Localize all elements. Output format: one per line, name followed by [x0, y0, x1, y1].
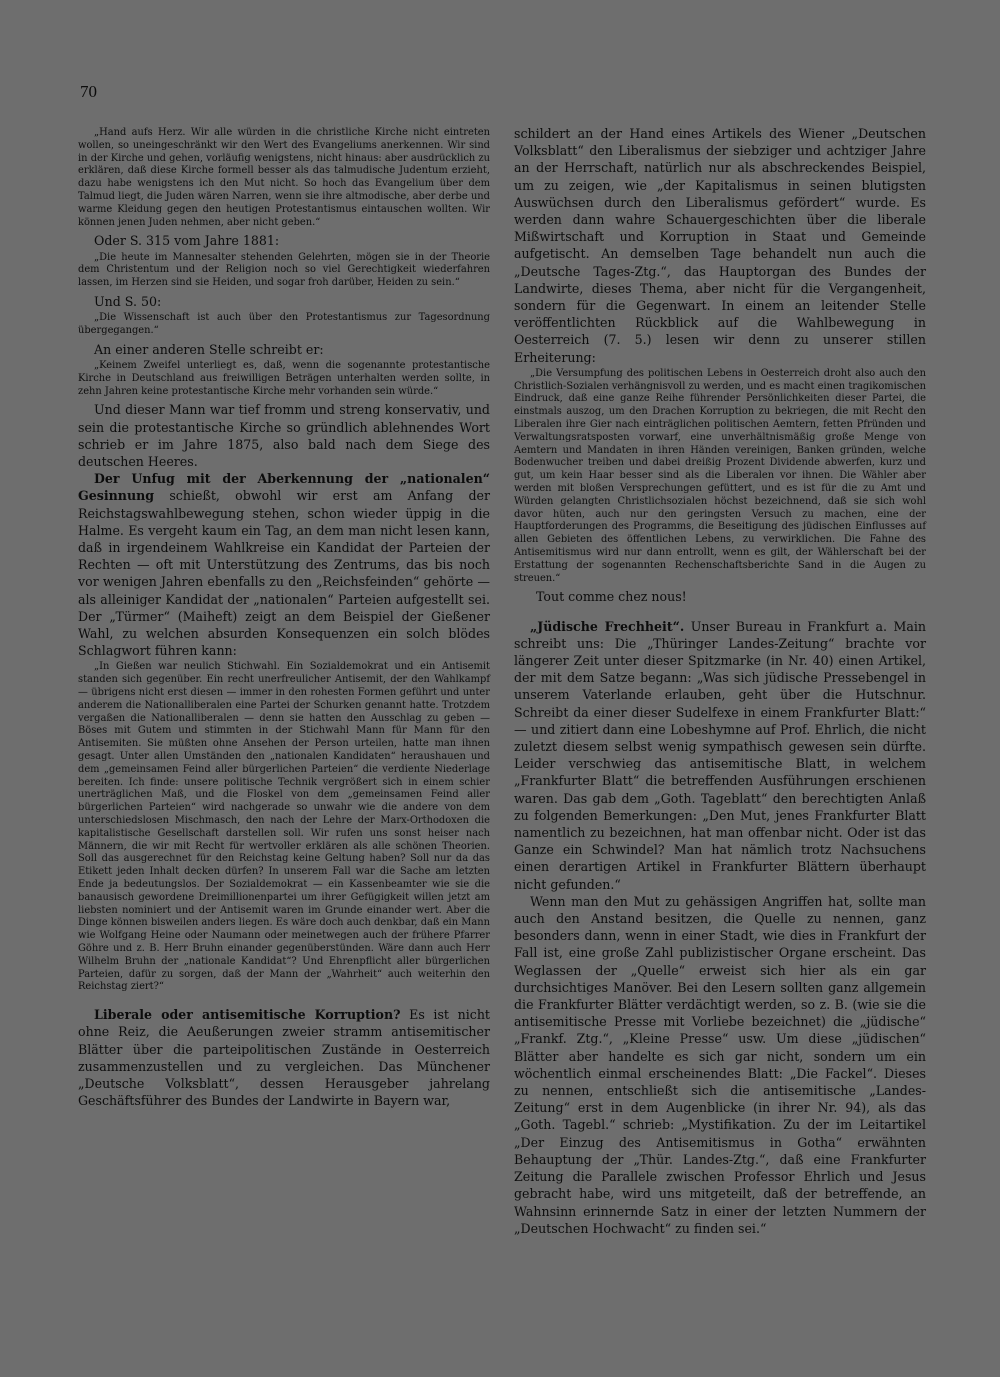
- section-paragraph: [78, 1006, 490, 1109]
- block-quote: „Die Versumpfung des politischen Lebens in Oesterreich droht also auch den Christlich-Sozialen verhängnisvoll zu werden, und es macht einen tragikomischen Eindruck, daß eine ganze Reihe führender Persönlichkeiten dieser Partei, die einstmals auszog, um den Drachen Korruption zu bekriegen, die mit Recht den Liberalen ihre Gier nach einträglichen politischen Aemtern, fetten Pfründen und Verwaltungsratsposten vorwarf, eine unverhältnismäßig große Menge von Aemtern und Mandaten in ihren Händen vereinigen, Banken gründen, welche Bodenwucher treiben und dabei dreißig Prozent Dividende abwerfen, kurz und gut, um kein Haar besser sind als die Liberalen vor ihnen. Die Wähler aber werden mit bloßen Versprechungen gefüttert, und es ist für die zu Amt und Würden gelangten Christlichsozialen höchst bezeichnend, daß sie sich wohl davor hüten, auch nur den geringsten Versuch zu machen, eine der Hauptforderungen des Programms, die Beseitigung des jüdischen Einflusses auf allen Gebieten des öffentlichen Lebens, zu verwirklichen. Die Fahne des Antisemitismus wird nur dann entrollt, wenn es gilt, der Wählerschaft bei der Erstattung der sogenannten Rechenschaftsberichte Sand in die Augen zu streuen.“: [514, 367, 926, 584]
- body-text: Oder S. 315 vom Jahre 1881:: [94, 233, 280, 249]
- body-paragraph: Und dieser Mann war tief fromm und streng konservativ, und sein die protestantische Kirche so gründlich ablehnendes Wort schrieb er im Jahre 1875, also bald nach dem Siege des deutschen Heeres.: [78, 402, 490, 469]
- body-text: Und S. 50:: [94, 293, 162, 309]
- section-paragraph: [514, 618, 926, 893]
- block-quote: „Keinem Zweifel unterliegt es, daß, wenn die sogenannte protestantische Kirche in Deutschland aus freiwilligen Beträgen unterhalten werden sollte, in zehn Jahren keine protestantische Kirche mehr vorhanden sein würde.“: [78, 359, 490, 397]
- block-quote: „Hand aufs Herz. Wir alle würden in die christliche Kirche nicht eintreten wollen, so uneingeschränkt wir den Wert des Evangeliums anerkennen. Wir sind in der Kirche und gehen, vorläufig wenigstens, nicht hinaus: aber ausdrücklich zu erklären, daß diese Kirche formell besser als das talmudische Judentum erzieht, dazu habe wenigstens ich den Mut nicht. So hoch das Evangelium über dem Talmud liegt, die Juden wären Narren, wenn sie ihre altmodische, aber derbe und warme Kleidung gegen den heutigen Protestantismus eintauschen wollten. Wir können jenen Juden nehmen, aber nicht geben.“: [78, 127, 490, 228]
- section-heading: Liberale oder antisemitische Korruption?: [94, 1007, 401, 1023]
- block-quote: „Die heute im Mannesalter stehenden Gelehrten, mögen sie in der Theorie dem Christentum und der Religion noch so viel Gerechtigkeit wiederfahren lassen, im Herzen sind sie Heiden, und sogar froh darüber, Heiden zu sein.“: [78, 251, 490, 289]
- body-paragraph: Wenn man den Mut zu gehässigen Angriffen hat, sollte man auch den Anstand besitzen, die Quelle zu nennen, ganz besonders dann, wenn in einer Stadt, wie dies in Frankfurt der Fall ist, eine große Zahl publizistischer Organe erscheint. Das Weglassen der „Quelle“ erweist sich hier als ein gar durchsichtiges Manöver. Bei den Lesern sollten ganz allgemein die Frankfurter Blätter verdächtigt werden, so z. B. (wie sie die antisemitische Presse mit Vorliebe bezeichnet) die „jüdische“ „Frankf. Ztg.“, „Kleine Presse“ usw. Um diese „jüdischen“ Blätter aber handelte es sich gar nicht, sondern um ein wöchentlich einmal erscheinendes Blatt: „Die Fackel“. Dieses zu nennen, entschließt sich die antisemitische „Landes-Zeitung“ erst in dem Augenblicke (in ihrer Nr. 94), als das „Goth. Tagebl.“ schrieb: „Mystifikation. Zu der im Leitartikel „Der Einzug des Antisemitismus in Gotha“ erwähnten Behauptung der „Thür. Landes-Ztg.“, daß eine Frankfurter Zeitung die Parallele zwischen Professor Ehrlich und Jesus gebracht habe, wird uns mitgeteilt, daß der betreffende, an Wahnsinn erinnernde Satz in einer der letzten Nummern der „Deutschen Hochwacht“ zu finden sei.“: [514, 893, 926, 1236]
- right-column: [514, 125, 926, 1237]
- block-quote: „Die Wissenschaft ist auch über den Protestantismus zur Tagesordnung übergegangen.“: [78, 312, 490, 336]
- block-quote: „In Gießen war neulich Stichwahl. Ein Sozialdemokrat und ein Antisemit standen sich gegenüber. Ein recht unerfreulicher Antisemit, der den Wahlkampf — übrigens nicht erst diesen — immer in den rohesten Formen geführt und unter anderem die Nationalliberalen eine Partei der Schurken genannt hatte. Trotzdem vergaßen die Nationalliberalen — denn sie hatten den Ausschlag zu geben — Böses mit Gutem und stimmten in der Stichwahl Mann für Mann für den Antisemiten. Sie müßten ohne Ansehen der Person urteilen, hatte man ihnen gesagt. Unter allen Umständen den „nationalen Kandidaten“ heraushauen und dem „gemeinsamen Feind aller bürgerlichen Parteien“ die verdiente Niederlage bereiten. Ich finde: unsere politische Technik vergrößert sich in einem schier unerträglichen Maß, und die Floskel von dem „gemeinsamen Feind aller bürgerlichen Parteien“ wird nachgerade so unwahr wie die andere von dem unterschiedslosen Mischmasch, den nach der Lehre der Marx-Orthodoxen die kapitalistische Gesellschaft darstellen soll. Wir rufen uns sonst heiser nach Männern, die wir mit Recht für wertvoller erklären als alle schönen Theorien. Soll das ausgerechnet für den Reichstag keine Geltung haben? Soll nur da das Etikett jeden Inhalt decken dürfen? In unserem Fall war die Sache am letzten Ende ja bedeutungslos. Der Sozialdemokrat — ein Kassenbeamter wie sie die banausisch gewordene Dreimillionenpartei um ihrer Gefügigkeit willen jetzt am liebsten nominiert und der Antisemit waren im Grunde einander wert. Aber die Dinge können bisweilen anders liegen. Es wäre doch auch denkbar, daß ein Mann wie Wolfgang Heine oder Naumann oder meinetwegen auch der frühere Pfarrer Göhre und z. B. Herr Bruhn einander gegenüberstünden. Wäre dann auch Herr Wilhelm Bruhn der „nationale Kandidat“? Und Ehrenpflicht aller bürgerlichen Parteien, dafür zu sorgen, daß der Mann der „Wahrheit“ auch weiterhin den Reichstag ziert?“: [78, 661, 490, 993]
- closing-remark: Tout comme chez nous!: [536, 589, 687, 605]
- page-number: 70: [80, 82, 97, 101]
- section-text: Es ist nicht ohne Reiz, die Aeußerungen zweier stramm antisemitischer Blätter über die parteipolitischen Zustände in Oesterreich zusammenzustellen und zu vergleichen. Das Münchener „Deutsche Volksblatt“, dessen Herausgeber jahrelang Geschäftsführer des Bundes der Landwirte in Bayern war,: [78, 1007, 490, 1109]
- section-paragraph: [78, 470, 490, 659]
- body-paragraph: schildert an der Hand eines Artikels des Wiener „Deutschen Volksblatt“ den Liberalismus der siebziger und achtziger Jahre an der Herrschaft, natürlich nur als abschreckendes Beispiel, um zu zeigen, wie „der Kapitalismus in seinen blutigsten Auswüchsen durch den Liberalismus gefördert“ wurde. Es werden dann wahre Schauergeschichten über die liberale Mißwirtschaft und Korruption in Staat und Gemeinde aufgetischt. An demselben Tage behandelt nun auch die „Deutsche Tages-Ztg.“, das Hauptorgan des Bundes der Landwirte, dieses Thema, aber nicht für die Vergangenheit, sondern für die Gegenwart. In einem an leitender Stelle veröffentlichten Rückblick auf die Wahlbewegung in Oesterreich (7. 5.) lesen wir denn zu unserer stillen Erheiterung:: [514, 126, 926, 365]
- left-column: [78, 125, 490, 1109]
- section-heading: „Jüdische Frechheit“.: [530, 618, 685, 634]
- section-heading: Der Unfug mit der Aberkennung der „nationalen“ Gesinnung: [78, 471, 490, 504]
- body-text: An einer anderen Stelle schreibt er:: [94, 341, 324, 357]
- section-text: Unser Bureau in Frankfurt a. Main schreibt uns: Die „Thüringer Landes-Zeitung“ brachte vor längerer Zeit unter dieser Spitzmarke (in Nr. 40) einen Artikel, der mit dem Satze begann: „Was sich jüdische Pressebengel in unserem Vaterlande erlauben, geht über die Hutschnur. Schreibt da einer dieser Sudelfexe in einem Frankfurter Blatt:“ — und zitiert dann eine Lobeshymne auf Prof. Ehrlich, die nicht zuletzt diesem selbst wenig sympathisch gewesen sein dürfte. Leider verschwieg das antisemitische Blatt, in welchem „Frankfurter Blatt“ die betreffenden Ausführungen erschienen waren. Das gab dem „Goth. Tageblatt“ den berechtigten Anlaß zu folgenden Bemerkungen: „Den Mut, jenes Frankfurter Blatt namentlich zu bezeichnen, hat man offenbar nicht. Oder ist das Ganze ein Schwindel? Man hat nämlich trotz Nachsuchens einen derartigen Artikel in Frankfurter Blättern überhaupt nicht gefunden.“: [514, 618, 926, 892]
- section-text: schießt, obwohl wir erst am Anfang der Reichstagswahlbewegung stehen, schon wieder üppig in die Halme. Es vergeht kaum ein Tag, an dem man nicht lesen kann, daß in irgendeinem Wahlkreise ein Kandidat der Parteien der Rechten — oft mit Unterstützung des Zentrums, das bis noch vor wenigen Jahren ebenfalls zu den „Reichsfeinden“ gehörte — als alleiniger Kandidat der „nationalen“ Parteien aufgestellt sei. Der „Türmer“ (Maiheft) zeigt an dem Beispiel der Gießener Wahl, zu welchen absurden Konsequenzen ein solch blödes Schlagwort führen kann:: [78, 488, 490, 659]
